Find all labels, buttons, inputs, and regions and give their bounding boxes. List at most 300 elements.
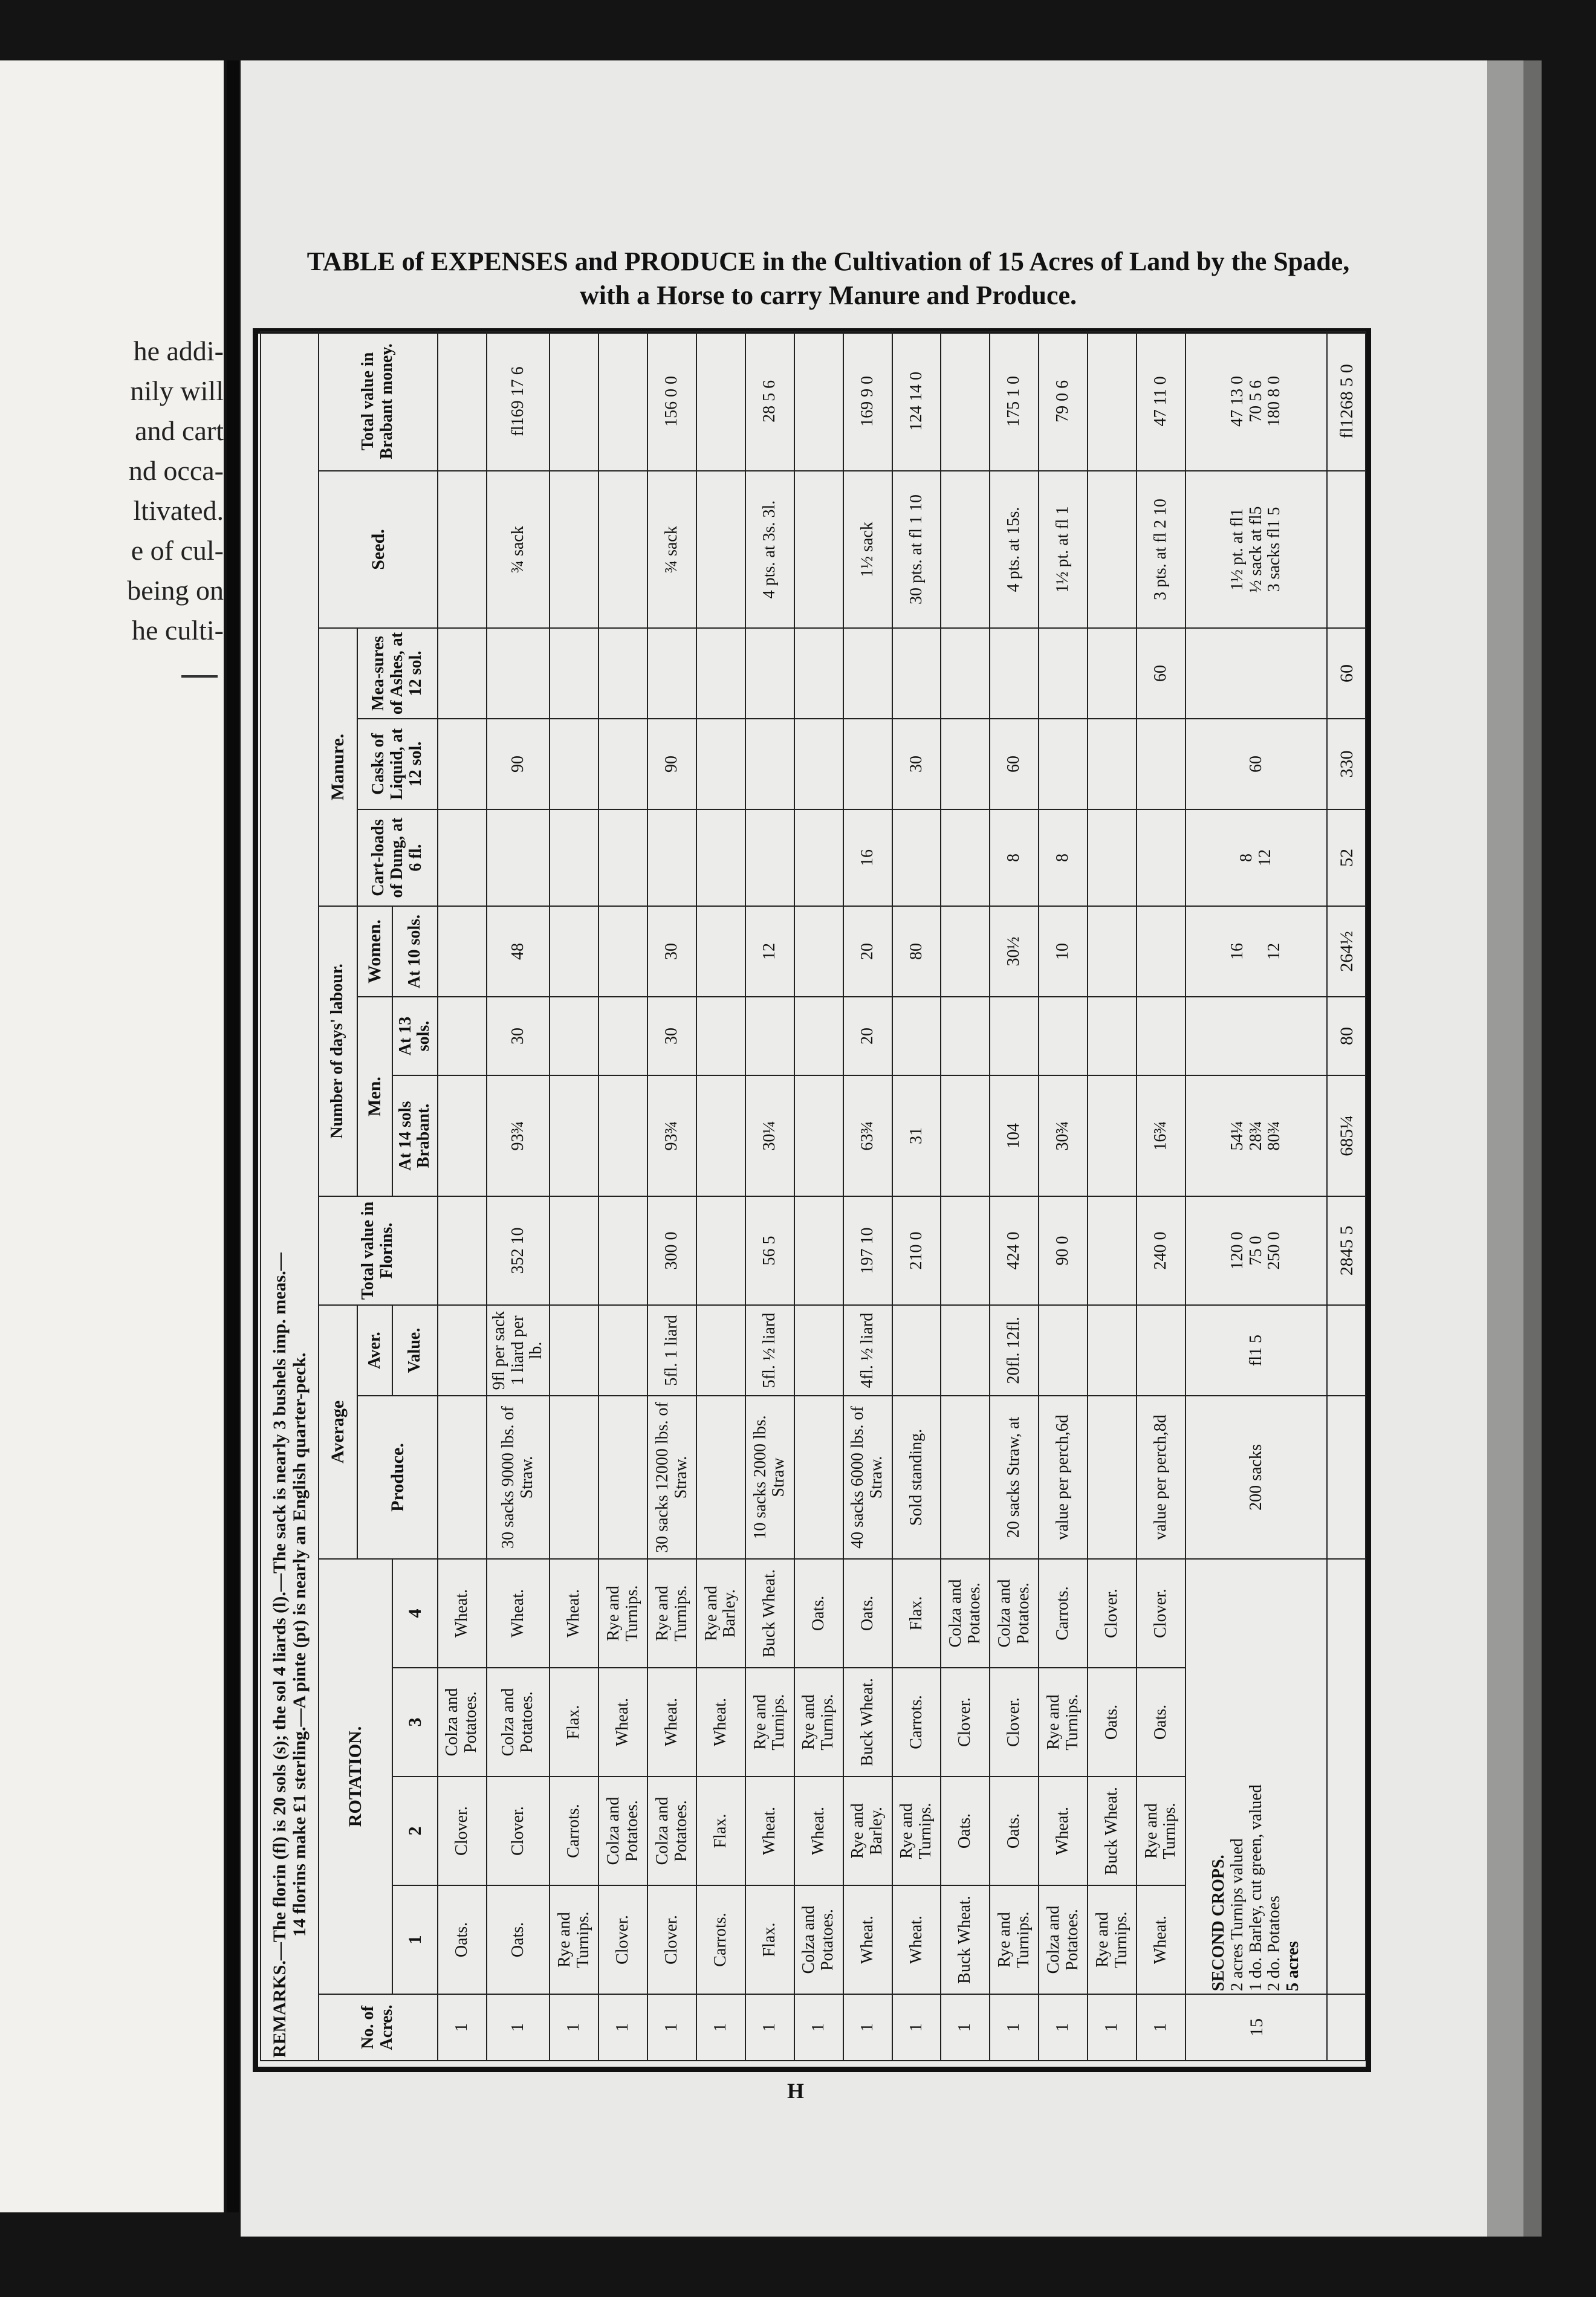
table-row (892, 332, 941, 2061)
cell-r2: Clover. (487, 1777, 550, 1885)
left-page-line: being on (127, 575, 224, 606)
table-row (1088, 332, 1137, 2061)
table-row (990, 332, 1039, 2061)
cell-value (794, 1305, 843, 1396)
cell-r3: Oats. (1137, 1668, 1186, 1777)
cell-r4: Rye and Barley. (696, 1559, 745, 1668)
cell-r1: Flax. (745, 1885, 794, 1994)
cell-ashes (487, 628, 550, 719)
cell-r3: Flax. (550, 1668, 598, 1777)
cell-r4: Wheat. (438, 1559, 487, 1668)
cell-r3: Wheat. (696, 1668, 745, 1777)
cell-total (794, 1196, 843, 1305)
header-rotation: ROTATION. (319, 1559, 392, 1994)
cell-seed (794, 471, 843, 628)
cell-men13 (1088, 997, 1137, 1075)
remarks (261, 332, 319, 2061)
cell-men14: 63¾ (843, 1075, 892, 1196)
cell-produce: value per perch,8d (1137, 1396, 1186, 1559)
left-page-line: nily will (130, 375, 224, 406)
cell-produce (941, 1396, 990, 1559)
header-acres: No. of Acres. (319, 1994, 438, 2061)
table-row (438, 332, 487, 2061)
cell-men13: 20 (843, 997, 892, 1075)
cell-seed (550, 471, 598, 628)
second-crops-line: 2 do. Potatoes (1265, 1896, 1284, 1991)
cell-r4: Rye and Turnips. (647, 1559, 696, 1668)
cell-acres: 1 (487, 1994, 550, 2061)
cell-liquid (1088, 719, 1137, 809)
remarks-line-1: —The florin (fl) is 20 sols (s); the sol 4 liards (l).—The sack is nearly 3 bushels imp. meas.— (269, 1252, 290, 1961)
header-men: Men. (357, 997, 393, 1196)
cell-brabant: 79 0 6 (1039, 332, 1088, 471)
cell-men13 (1039, 997, 1088, 1075)
cell-acres: 1 (1137, 1994, 1186, 2061)
cell-men14 (598, 1075, 647, 1196)
cell-r2: Buck Wheat. (1088, 1777, 1137, 1885)
table-row (1039, 332, 1088, 2061)
cell-r1: Rye and Turnips. (990, 1885, 1039, 1994)
cell-total (941, 1196, 990, 1305)
cell-r3: Rye and Turnips. (794, 1668, 843, 1777)
cell-line: 47 13 0 (1227, 375, 1247, 427)
cell-women10 (1137, 906, 1186, 997)
cell-acres: 1 (647, 1994, 696, 2061)
title-line-1: TABLE of EXPENSES and PRODUCE in the Cultivation of 15 Acres of Land by the Spade, (307, 247, 1350, 276)
cell-ashes (438, 628, 487, 719)
second-crops-brabant (1186, 332, 1327, 471)
expenses-table (260, 331, 1366, 2061)
cell-seed (438, 471, 487, 628)
cell-ashes (550, 628, 598, 719)
header-dung: Cart-loads of Dung, at 6 fl. (357, 809, 438, 906)
cell-produce: 40 sacks 6000 lbs. of Straw. (843, 1396, 892, 1559)
page-signature-letter: H (787, 2079, 805, 2103)
cell-r3: Colza and Potatoes. (487, 1668, 550, 1777)
cell-liquid (1039, 719, 1088, 809)
cell-dung (941, 809, 990, 906)
cell-women10: 80 (892, 906, 941, 997)
cell-r2: Carrots. (550, 1777, 598, 1885)
second-crops-men14 (1186, 1075, 1327, 1196)
header-total-florins: Total value in Florins. (319, 1196, 438, 1305)
left-page (0, 60, 224, 2212)
cell-r4: Colza and Potatoes. (941, 1559, 990, 1668)
cell-produce (1088, 1396, 1137, 1559)
cell-value (438, 1305, 487, 1396)
cell-line: 250 0 (1265, 1231, 1284, 1270)
cell-value (941, 1305, 990, 1396)
cell-total (696, 1196, 745, 1305)
cell-value (550, 1305, 598, 1396)
cell-total (598, 1196, 647, 1305)
cell-value (892, 1305, 941, 1396)
cell-brabant (941, 332, 990, 471)
header-rot-4: 4 (392, 1559, 438, 1668)
cell-r3: Clover. (990, 1668, 1039, 1777)
table-row (598, 332, 647, 2061)
cell-r3: Carrots. (892, 1668, 941, 1777)
cell-line: 3 sacks fl1 5 (1265, 507, 1284, 592)
cell-r2: Wheat. (745, 1777, 794, 1885)
cell-line: 8 (1237, 854, 1256, 862)
remarks-line-2: 14 florins make £1 sterling.—A pinte (pt) is nearly an English quarter-peck. (289, 1352, 310, 1937)
cell-men13: 30 (487, 997, 550, 1075)
cell-r4: Carrots. (1039, 1559, 1088, 1668)
cell-value: 20fl. 12fl. (990, 1305, 1039, 1396)
cell-r1: Clover. (598, 1885, 647, 1994)
cell-acres: 1 (1088, 1994, 1137, 2061)
totals-blank (1327, 1396, 1366, 1559)
cell-total (1088, 1196, 1137, 1305)
cell-men14 (1088, 1075, 1137, 1196)
cell-produce: 30 sacks 12000 lbs. of Straw. (647, 1396, 696, 1559)
cell-line: 80¾ (1265, 1121, 1284, 1151)
cell-value: 5fl. ½ liard (745, 1305, 794, 1396)
cell-r3: Rye and Turnips. (745, 1668, 794, 1777)
cell-men14 (550, 1075, 598, 1196)
grand-total-men13: 80 (1327, 997, 1366, 1075)
header-days-labour: Number of days' labour. (319, 906, 357, 1196)
cell-women10: 30½ (990, 906, 1039, 997)
cell-produce (438, 1396, 487, 1559)
cell-r2: Wheat. (1039, 1777, 1088, 1885)
cell-r4: Oats. (794, 1559, 843, 1668)
cell-dung (794, 809, 843, 906)
totals-row (1327, 332, 1366, 2061)
cell-ashes (1039, 628, 1088, 719)
cell-women10 (794, 906, 843, 997)
cell-r3: Rye and Turnips. (1039, 1668, 1088, 1777)
cell-liquid: 60 (990, 719, 1039, 809)
cell-seed: 1½ sack (843, 471, 892, 628)
grand-total-florins: 2845 5 (1327, 1196, 1366, 1305)
cell-total: 300 0 (647, 1196, 696, 1305)
second-crops-dung (1186, 809, 1327, 906)
cell-acres: 1 (1039, 1994, 1088, 2061)
cell-produce (550, 1396, 598, 1559)
cell-liquid: 30 (892, 719, 941, 809)
cell-ashes (941, 628, 990, 719)
cell-r1: Buck Wheat. (941, 1885, 990, 1994)
second-crops-line: 2 acres Turnips valued (1227, 1838, 1247, 1991)
cell-dung (598, 809, 647, 906)
cell-ashes (745, 628, 794, 719)
cell-acres: 1 (745, 1994, 794, 2061)
cell-acres: 1 (892, 1994, 941, 2061)
header-rot-1: 1 (392, 1885, 438, 1994)
cell-r1: Colza and Potatoes. (794, 1885, 843, 1994)
cell-brabant: 169 9 0 (843, 332, 892, 471)
cell-line: 70 5 6 (1246, 380, 1265, 423)
cell-r2: Colza and Potatoes. (598, 1777, 647, 1885)
cell-women10 (1088, 906, 1137, 997)
cell-men13 (941, 997, 990, 1075)
cell-total: 90 0 (1039, 1196, 1088, 1305)
cell-seed: 1½ pt. at fl 1 (1039, 471, 1088, 628)
left-page-line: nd occa- (128, 455, 224, 486)
header-men-13: At 13 sols. (392, 997, 438, 1075)
cell-brabant: 156 0 0 (647, 332, 696, 471)
second-crops-seed (1186, 471, 1327, 628)
cell-dung: 8 (990, 809, 1039, 906)
cell-men14 (696, 1075, 745, 1196)
second-crops-value: fl1 5 (1186, 1305, 1327, 1396)
grand-total-ashes: 60 (1327, 628, 1366, 719)
cell-women10: 10 (1039, 906, 1088, 997)
cell-women10 (696, 906, 745, 997)
grand-total-dung: 52 (1327, 809, 1366, 906)
cell-r1: Rye and Turnips. (550, 1885, 598, 1994)
cell-line: 16 (1227, 943, 1247, 960)
cell-dung (1088, 809, 1137, 906)
cell-liquid (438, 719, 487, 809)
cell-dung (892, 809, 941, 906)
cell-men14: 93¾ (647, 1075, 696, 1196)
cell-men14 (438, 1075, 487, 1196)
left-page-line: and cart (135, 415, 224, 446)
header-rot-2: 2 (392, 1777, 438, 1885)
cell-liquid (598, 719, 647, 809)
cell-total: 56 5 (745, 1196, 794, 1305)
cell-brabant (598, 332, 647, 471)
cell-men13 (696, 997, 745, 1075)
title-line-2: with a Horse to carry Manure and Produce. (579, 280, 1077, 310)
cell-liquid (941, 719, 990, 809)
cell-r3: Oats. (1088, 1668, 1137, 1777)
cell-line: 28¾ (1246, 1121, 1265, 1151)
cell-total (438, 1196, 487, 1305)
cell-women10: 48 (487, 906, 550, 997)
cell-men13 (598, 997, 647, 1075)
cell-line: 1½ pt. at fl1 (1227, 508, 1247, 591)
cell-ashes (696, 628, 745, 719)
cell-r4: Flax. (892, 1559, 941, 1668)
grand-total-women10: 264½ (1327, 906, 1366, 997)
header-women: Women. (357, 906, 393, 997)
rotated-table (260, 332, 1366, 2061)
cell-acres: 1 (550, 1994, 598, 2061)
page-edge-shadow (1523, 60, 1542, 2237)
cell-liquid (843, 719, 892, 809)
cell-seed (1088, 471, 1137, 628)
table-row (1137, 332, 1186, 2061)
cell-r3: Clover. (941, 1668, 990, 1777)
cell-acres: 1 (598, 1994, 647, 2061)
header-liquid: Casks of Liquid, at 12 sol. (357, 719, 438, 809)
cell-women10: 12 (745, 906, 794, 997)
cell-women10 (598, 906, 647, 997)
cell-r4: Wheat. (550, 1559, 598, 1668)
header-manure: Manure. (319, 628, 357, 906)
cell-produce (598, 1396, 647, 1559)
second-crops-label (1186, 1559, 1327, 1994)
cell-line: 54¼ (1227, 1121, 1247, 1151)
cell-dung (745, 809, 794, 906)
cell-men14 (941, 1075, 990, 1196)
cell-men13 (550, 997, 598, 1075)
header-men-14: At 14 sols Brabant. (392, 1075, 438, 1196)
cell-dung (647, 809, 696, 906)
cell-total: 424 0 (990, 1196, 1039, 1305)
cell-line: 12 (1265, 943, 1284, 960)
cell-line: 12 (1256, 849, 1275, 866)
cell-liquid (745, 719, 794, 809)
cell-r1: Oats. (438, 1885, 487, 1994)
cell-brabant (438, 332, 487, 471)
cell-men13 (438, 997, 487, 1075)
table-row (696, 332, 745, 2061)
cell-r1: Oats. (487, 1885, 550, 1994)
second-crops-liquid: 60 (1186, 719, 1327, 809)
cell-brabant (550, 332, 598, 471)
cell-r4: Clover. (1088, 1559, 1137, 1668)
left-page-rule (181, 675, 218, 678)
cell-brabant (1088, 332, 1137, 471)
header-ashes: Mea-sures of Ashes, at 12 sol. (357, 628, 438, 719)
cell-dung (1137, 809, 1186, 906)
cell-ashes (598, 628, 647, 719)
cell-seed: 4 pts. at 3s. 3l. (745, 471, 794, 628)
cell-total: 240 0 (1137, 1196, 1186, 1305)
cell-r2: Colza and Potatoes. (647, 1777, 696, 1885)
cell-r2: Rye and Barley. (843, 1777, 892, 1885)
cell-men14: 104 (990, 1075, 1039, 1196)
cell-r4: Oats. (843, 1559, 892, 1668)
page-title (254, 245, 1403, 313)
second-crops-produce: 200 sacks (1186, 1396, 1327, 1559)
left-page-line: he culti- (132, 615, 224, 646)
cell-ashes (892, 628, 941, 719)
cell-liquid (1137, 719, 1186, 809)
cell-acres: 1 (990, 1994, 1039, 2061)
grand-total-brabant: fl1268 5 0 (1327, 332, 1366, 471)
table-row (647, 332, 696, 2061)
cell-liquid (550, 719, 598, 809)
cell-men13 (990, 997, 1039, 1075)
cell-brabant: 47 11 0 (1137, 332, 1186, 471)
cell-r2: Rye and Turnips. (1137, 1777, 1186, 1885)
cell-women10 (550, 906, 598, 997)
table-row (794, 332, 843, 2061)
cell-r4: Clover. (1137, 1559, 1186, 1668)
cell-r1: Wheat. (892, 1885, 941, 1994)
header-seed: Seed. (319, 471, 438, 628)
cell-produce (696, 1396, 745, 1559)
cell-r4: Colza and Potatoes. (990, 1559, 1039, 1668)
cell-dung (438, 809, 487, 906)
cell-r2: Flax. (696, 1777, 745, 1885)
cell-men14 (794, 1075, 843, 1196)
cell-r2: Clover. (438, 1777, 487, 1885)
cell-value (696, 1305, 745, 1396)
cell-acres: 1 (696, 1994, 745, 2061)
table-row (550, 332, 598, 2061)
table-row (941, 332, 990, 2061)
cell-total: 352 10 (487, 1196, 550, 1305)
cell-men13 (745, 997, 794, 1075)
cell-liquid (696, 719, 745, 809)
cell-liquid: 90 (647, 719, 696, 809)
cell-r2: Wheat. (794, 1777, 843, 1885)
cell-brabant (696, 332, 745, 471)
second-crops-men13 (1186, 997, 1327, 1075)
second-crops-women10 (1186, 906, 1327, 997)
cell-r1: Carrots. (696, 1885, 745, 1994)
header-value: Value. (392, 1305, 438, 1396)
second-crops-line: 5 acres (1283, 1941, 1303, 1991)
table-body (438, 332, 1186, 2061)
cell-dung (487, 809, 550, 906)
cell-total (550, 1196, 598, 1305)
cell-men14: 30¾ (1039, 1075, 1088, 1196)
cell-liquid: 90 (487, 719, 550, 809)
cell-seed (941, 471, 990, 628)
cell-dung (696, 809, 745, 906)
cell-value (598, 1305, 647, 1396)
cell-brabant: 124 14 0 (892, 332, 941, 471)
header-rot-3: 3 (392, 1668, 438, 1777)
cell-women10: 30 (647, 906, 696, 997)
cell-seed (696, 471, 745, 628)
cell-r1: Wheat. (843, 1885, 892, 1994)
cell-men14: 93¾ (487, 1075, 550, 1196)
totals-blank (1327, 1994, 1366, 2061)
second-crops-row (1186, 332, 1327, 2061)
totals-blank (1327, 1305, 1366, 1396)
cell-r4: Buck Wheat. (745, 1559, 794, 1668)
second-crops-heading: SECOND CROPS. (1209, 1855, 1228, 1991)
left-page-line: he addi- (133, 335, 224, 366)
cell-line: 180 8 0 (1265, 375, 1284, 427)
table-row (745, 332, 794, 2061)
cell-men13: 30 (647, 997, 696, 1075)
cell-value (1137, 1305, 1186, 1396)
cell-ashes (1088, 628, 1137, 719)
header-women-10: At 10 sols. (392, 906, 438, 997)
cell-dung: 16 (843, 809, 892, 906)
totals-blank (1327, 1559, 1366, 1994)
cell-produce: value per perch,6d (1039, 1396, 1088, 1559)
cell-brabant: 28 5 6 (745, 332, 794, 471)
cell-dung (550, 809, 598, 906)
cell-value: 4fl. ½ liard (843, 1305, 892, 1396)
cell-men14: 30¼ (745, 1075, 794, 1196)
cell-ashes (794, 628, 843, 719)
cell-value: 5fl. 1 liard (647, 1305, 696, 1396)
cell-r2: Rye and Turnips. (892, 1777, 941, 1885)
cell-dung: 8 (1039, 809, 1088, 906)
cell-men14: 16¾ (1137, 1075, 1186, 1196)
cell-r2: Oats. (990, 1777, 1039, 1885)
header-total-brabant: Total value in Brabant money. (319, 332, 438, 471)
cell-acres: 1 (941, 1994, 990, 2061)
header-average: Average (319, 1305, 357, 1559)
left-page-line: ltivated. (133, 495, 224, 526)
cell-produce (794, 1396, 843, 1559)
cell-value (1088, 1305, 1137, 1396)
totals-blank (1327, 471, 1366, 628)
second-crops-line: 1 do. Barley, cut green, valued (1246, 1784, 1265, 1991)
cell-seed: ¾ sack (647, 471, 696, 628)
cell-seed: 3 pts. at fl 2 10 (1137, 471, 1186, 628)
cell-men13 (1137, 997, 1186, 1075)
cell-seed: 30 pts. at fl 1 10 (892, 471, 941, 628)
cell-men13 (892, 997, 941, 1075)
remarks-label: REMARKS. (269, 1960, 290, 2058)
cell-liquid (794, 719, 843, 809)
cell-r1: Wheat. (1137, 1885, 1186, 1994)
